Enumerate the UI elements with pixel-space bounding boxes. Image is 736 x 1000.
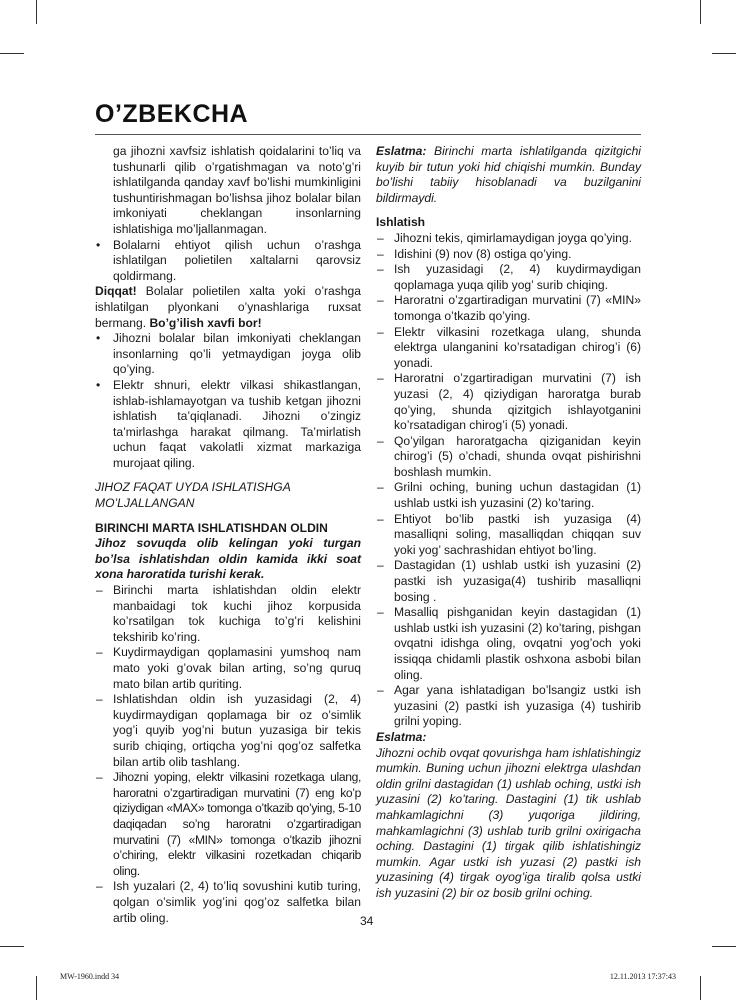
dash-mark: –	[96, 879, 103, 894]
note-label: Eslatma:	[376, 144, 427, 158]
crop-mark	[712, 53, 736, 54]
dash-mark: –	[377, 683, 384, 698]
dash-text: Agar yana ishlatadigan bo’lsangiz ustki ish yuzasini (2) pastki ish yuzasiga (4) tushirib grilni yoping.	[394, 683, 641, 729]
dash-item	[95, 645, 361, 692]
dash-mark: –	[377, 371, 384, 386]
dash-item	[376, 605, 641, 683]
dash-mark: –	[377, 433, 384, 448]
dash-item	[95, 583, 361, 645]
warning-paragraph	[95, 284, 361, 331]
dash-item	[376, 480, 641, 511]
note-label: Eslatma:	[376, 729, 427, 744]
dash-item	[376, 371, 641, 433]
bullet-item	[95, 331, 361, 378]
dash-mark: –	[377, 480, 384, 495]
footer-timestamp: 12.11.2013 17:37:43	[609, 972, 676, 981]
dash-mark: –	[377, 246, 384, 261]
left-column	[95, 144, 361, 926]
dash-mark: –	[377, 605, 384, 620]
dash-mark: –	[96, 692, 103, 707]
bullet-item	[95, 378, 361, 472]
dash-text: Ehtiyot bo’lib pastki ish yuzasiga (4) masalliqni soling, masalliqdan chiqqan suv yoki yog’ sachrashidan ehtiyot bo’ling.	[394, 511, 641, 557]
dash-mark: –	[96, 645, 103, 660]
crop-mark	[712, 946, 736, 947]
dash-text: Ish yuzasidagi (2, 4) kuydirmaydigan qoplamaga yuqa qilib yog’ surib chiqing.	[394, 262, 641, 292]
crop-mark	[700, 0, 701, 24]
crop-mark	[700, 976, 701, 1000]
dash-text: Jihozni yoping, elektr vilkasini rozetkaga ulang, haroratni o’zgartiradigan murvatini (7) eng ko’p qiziydigan «MAX» tomonga o’tkazib qo’ying, 5-10 daqiqadan so’ng haroratni o’zgartiradigan murvatini (7) «MIN» tomonga o’tkazib jihozni o’chiring, elektr vilkasini rozetkadan chiqarib oling.	[113, 770, 361, 878]
dash-text: Dastagidan (1) ushlab ustki ish yuzasini (2) pastki ish yuzasiga(4) tushirib masalliqni bosing .	[394, 558, 641, 604]
bullet-mark: •	[96, 331, 101, 346]
bullet-mark: •	[96, 377, 101, 392]
page-number: 34	[360, 914, 374, 928]
bullet-item	[95, 238, 361, 285]
dash-item	[95, 692, 361, 770]
dash-item	[95, 770, 361, 879]
page-title: O’ZBEKCHA	[95, 100, 249, 128]
section-title: Ishlatish	[376, 215, 426, 230]
dash-item	[376, 512, 641, 559]
safety-paragraph: ga jihozni xavfsiz ishlatish qoidalarini to’liq va tushunarli qilib o’rgatishmagan va noto’g’ri ishlatilganda qanday xavf bo’lishi mumkinligini tushuntirishmagan bo’lishsa jihoz bolalar bilan imkoniyati cheklangan insonlarning ishlatishiga mo’ljallanmagan.	[113, 144, 361, 236]
section-title: BIRINCHI MARTA ISHLATISHDAN OLDIN	[95, 520, 328, 535]
footer-file-slug: MW-1960.indd 34	[60, 972, 120, 981]
note-text: Jihozni ochib ovqat qovurishga ham ishlatishingiz mumkin. Buning uchun jihozni elektrga ulashdan oldin grilni dastagidan (1) ushlab oching, ustki ish yuzasini (2) ko’taring. Dastagini (1) tik ushlab mahkamlagichni (3) yuqoriga jildiring, mahkamlagichni (3) ushlab turib grilni oxirigacha oching. Dastagini (1) tirgak qilib ishlatishingiz mumkin. Agar ustki ish yuzasi (2) pastki ish yuzasining (4) tirgak oyog’iga tiralib qolsa ustki ish yuzasini (2) bir oz bosib grilni oching.	[376, 745, 641, 900]
bullet-text: Elektr shnuri, elektr vilkasi shikastlangan, ishlab-ishlamayotgan va tushib ketgan jihozni ishlatish ta’qiqlanadi. Jihozni o’zingiz ta’mirlashga harakat qilmang. Ta’mirlatish uchun faqat vakolatli xizmat markaziga murojaat qiling.	[113, 377, 361, 470]
dash-item	[376, 293, 641, 324]
dash-text: Masalliq pishganidan keyin dastagidan (1) ushlab ustki ish yuzasini (2) ko’taring, pishgan ovqatni idishga oling, ovqatni yog’och yoki issiqqa chidamli plastik oshxona asbobi bilan oling.	[394, 605, 641, 682]
note-text: Birinchi marta ishlatilganda qizitgichi kuyib bir tutun yoki hid chiqishi mumkin. Bunday bo’lishi tabiiy hisoblanadi va buzilganini bildirmaydi.	[376, 144, 641, 205]
crop-mark	[36, 976, 37, 1000]
dash-mark: –	[377, 324, 384, 339]
dash-text: Haroratni o’zgartiradigan murvatini (7) ish yuzasi (2, 4) qiziydigan haroratga burab qo’ying, shunda qizitgich ishlayotganini ko’rsatadigan chirog’i (5) yonadi.	[394, 371, 641, 433]
dash-item	[376, 434, 641, 481]
crop-mark	[36, 0, 37, 24]
dash-mark: –	[377, 262, 384, 277]
dash-mark: –	[96, 583, 103, 598]
crop-mark	[0, 946, 24, 947]
dash-mark: –	[96, 770, 103, 785]
home-use-note: JIHOZ FAQAT UYDA ISHLATISHGA MO’LJALLANGAN	[95, 480, 291, 511]
dash-text: Ish yuzalari (2, 4) to’liq sovushini kutib turing, qolgan o’simlik yog’ini qog’oz salfetka bilan artib oling.	[113, 879, 361, 925]
dash-item	[95, 879, 361, 926]
bullet-text: Bolalarni ehtiyot qilish uchun o’rashga ishlatilgan polietilen xaltalarni qarovsiz qoldirmang.	[113, 237, 361, 283]
dash-text: Grilni oching, buning uchun dastagidan (1) ushlab ustki ish yuzasini (2) ko’taring.	[394, 480, 641, 511]
dash-text: Idishini (9) nov (8) ostiga qo’ying.	[394, 246, 572, 261]
dash-mark: –	[377, 230, 384, 245]
dash-text: Birinchi marta ishlatishdan oldin elektr manbaidagi tok kuchi jihoz korpusida ko’rsatilgan tok kuchiga to’g’ri kelishini tekshirib ko’ring.	[113, 583, 361, 644]
warning-label: Diqqat!	[95, 284, 137, 299]
dash-mark: –	[377, 558, 384, 573]
dash-item	[376, 683, 641, 730]
heading-rule	[95, 134, 641, 135]
note-paragraph	[376, 144, 641, 206]
dash-text: Qo’yilgan haroratgacha qiziganidan keyin chirog’i (5) o’chadi, shunda ovqat pishirishni boshlash mumkin.	[394, 433, 641, 479]
dash-mark: –	[377, 511, 384, 526]
warning-text: Bolalar polietilen xalta yoki o’rashga ishlatilgan plyonkani o’ynashlariga ruxsat bermang.	[95, 284, 361, 330]
dash-item	[376, 262, 641, 293]
dash-text: Kuydirmaydigan qoplamasini yumshoq nam mato yoki g’ovak bilan arting, so’ng quruq mato bilan artib quriting.	[113, 645, 361, 691]
bullet-mark: •	[96, 237, 101, 252]
bullet-text: Jihozni bolalar bilan imkoniyati cheklangan insonlarning qo’li yetmaydigan joyga olib qo’ying.	[113, 331, 361, 377]
dash-mark: –	[377, 293, 384, 308]
right-column	[376, 144, 641, 902]
dash-item	[376, 231, 641, 247]
dash-item	[376, 247, 641, 263]
dash-text: Ishlatishdan oldin ish yuzasidagi (2, 4) kuydirmaydigan qoplamaga bir oz o’simlik yog’i quyib yog’ni butun yuzasiga bir tekis surib chiqing, ortiqcha yog’ni qog’oz salfetka bilan artib olib tashlang.	[113, 692, 361, 769]
cold-transport-note: Jihoz sovuqda olib kelingan yoki turgan bo’lsa ishlatishdan oldin kamida ikki soat xona haroratida turishi kerak.	[95, 536, 361, 582]
warning-emphasis: Bo’g’ilish xavfi bor!	[149, 315, 262, 330]
dash-item	[376, 558, 641, 605]
dash-text: Elektr vilkasini rozetkaga ulang, shunda elektrga ulanganini ko’rsatadigan chirog’i (6) yonadi.	[394, 324, 641, 370]
dash-text: Jihozni tekis, qimirlamaydigan joyga qo’ying.	[394, 230, 632, 245]
dash-item	[376, 325, 641, 372]
dash-text: Haroratni o’zgartiradigan murvatini (7) «MIN» tomonga o’tkazib qo’ying.	[394, 293, 641, 323]
crop-mark	[0, 53, 24, 54]
